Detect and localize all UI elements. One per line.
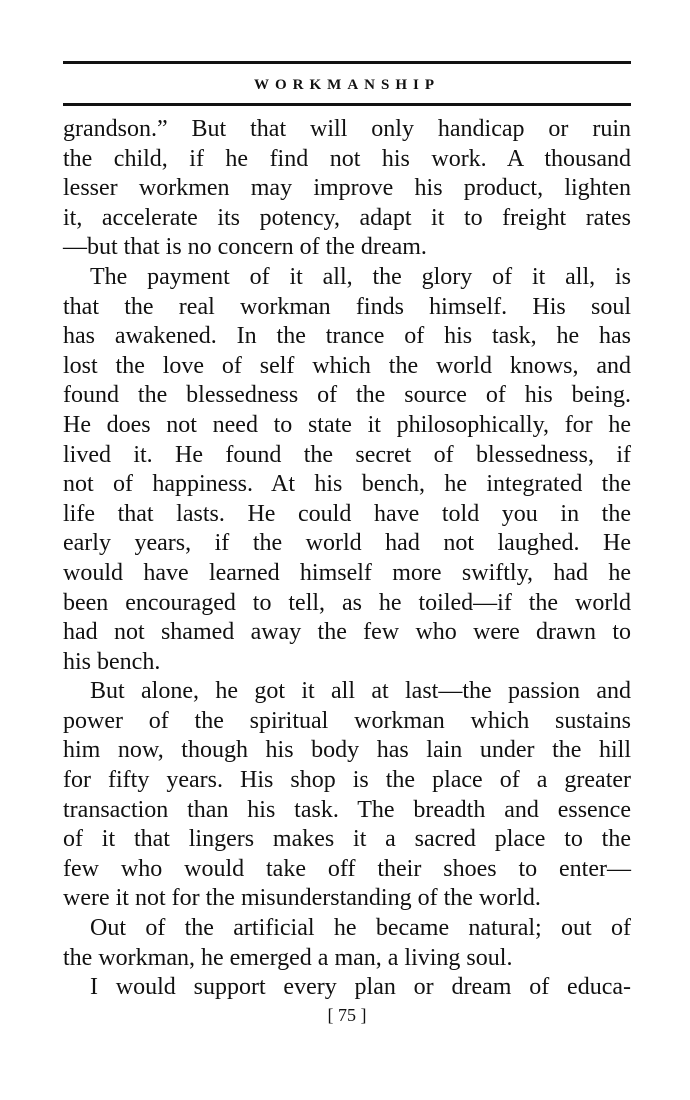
text-line: has awakened. In the trance of his task, he has [63,323,631,350]
text-line: his bench. [63,648,161,675]
page-number: [ 75 ] [327,1005,367,1025]
text-line: would have learned himself more swiftly, had he [63,559,631,586]
text-line: Out of the artificial he became natural; out of [90,915,631,942]
text-line: lesser workmen may improve his product, lighten [63,175,631,202]
text-line: been encouraged to tell, as he toiled—if the world [63,589,631,616]
text-line: not of happiness. At his bench, he integrated the [63,471,631,498]
text-line: grandson.” But that will only handicap or ruin [63,116,631,142]
header-rule-bottom [63,103,631,106]
text-line: it, accelerate its potency, adapt it to freight rates [63,204,631,231]
text-line: power of the spiritual workman which sustains [63,707,631,734]
text-line: transaction than his task. The breadth and essence [63,796,631,823]
text-line: had not shamed away the few who were drawn to [63,619,631,646]
text-line: The payment of it all, the glory of it all, is [90,263,631,290]
text-line: lived it. He found the secret of blessedness, if [63,441,631,468]
text-line: that the real workman finds himself. His soul [63,293,631,320]
text-line: I would support every plan or dream of educa- [90,974,631,1001]
header-rule-top [63,61,631,64]
text-line: were it not for the misunderstanding of the world. [63,885,541,912]
text-line: early years, if the world had not laughed. He [63,530,631,557]
running-title: WORKMANSHIP [254,77,440,93]
text-line: He does not need to state it philosophically, for he [63,411,631,438]
text-line: the workman, he emerged a man, a living soul. [63,944,513,971]
text-line: of it that lingers makes it a sacred place to the [63,826,631,853]
text-line: found the blessedness of the source of his being. [63,382,631,409]
text-line: life that lasts. He could have told you in the [63,500,631,527]
text-line: few who would take off their shoes to enter— [63,855,631,882]
text-line: lost the love of self which the world knows, and [63,352,631,379]
text-line: for fifty years. His shop is the place of a greater [63,767,631,794]
body-text [63,115,631,1003]
text-line: him now, though his body has lain under the hill [63,737,631,764]
text-line: But alone, he got it all at last—the passion and [90,678,631,705]
text-line: the child, if he find not his work. A thousand [63,145,631,172]
text-line: —but that is no concern of the dream. [63,234,427,261]
